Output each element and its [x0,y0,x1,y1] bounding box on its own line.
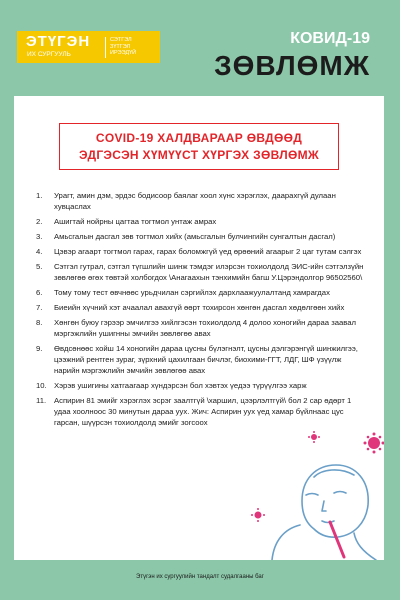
list-item-text: Урагт, амин дэм, эрдэс бодисоор баялаг хоол хүнс хэрэглэх, даарахгүй дулаан хувцаслах [54,191,336,211]
list-item-text: Аспирин 81 эмийг хэрэглэх эсрэг заалтгүй \харшил, цээрлэлтгүй\ бол 2 сар өдөрт 1 удаа хоолноос 30 минутын дараа уух. Жич: Аспирин уух үед хамар бүйлнаас цус гарсан, шүүрсэн тохиолдолд эмийг зогсоох [54,396,352,427]
list-item [36,343,366,376]
list-item-number: 1. [36,191,43,200]
list-item-text: Биеийн хүчний хэт ачаалал авахгүй өөрт тохирсон хөнгөн дасгал хөдөлгөөн хийх [54,303,345,312]
header-subtitle: КОВИД-19 [290,30,370,47]
mouth-line [322,521,334,523]
logo-motto: СЭТГЭЛ ЗҮТГЭЛ ИРЭЭДҮЙ [110,37,137,56]
list-item-number: 5. [36,262,43,271]
virus-icon [251,508,265,522]
list-item [36,302,366,313]
sick-person-illustration [250,429,384,560]
list-item-number: 3. [36,232,43,241]
list-item-number: 7. [36,303,43,312]
list-item-text: Цэвэр агаарт тогтмол гарах, гарах боломжгүй үед өрөөний агаарыг 2 цаг тутам сэлгэх [54,247,362,256]
eye-line [306,494,318,496]
list-item [36,317,366,339]
list-item-text: Өвдсөнөөс хойш 14 хоногийн дараа цусны бүлэгнэлт, цусны дэлгэрэнгүй шинжилгээ, цээжний рентген зураг, зүрхний цахилгаан бичлэг, биохими-ГГТ, ЛДГ, ШФ үзүүлж нарийн мэргэжлийн эмчийн зөвлөгөө авах [54,344,358,375]
list-item [36,216,366,227]
hair-line [314,470,354,477]
advice-card [14,96,384,560]
list-item [36,380,366,391]
card-title-line: COVID-19 ХАЛДВАРААР ӨВДӨӨД [95,131,303,145]
list-item-text: Тому тому тест өвчнөөс урьдчилан сэргийлэх дархлаажуулалтанд хамрагдах [54,288,330,297]
collar-line [354,533,376,560]
list-item [36,287,366,298]
logo-subtitle: ИХ СУРГУУЛЬ [27,51,71,58]
nose-line [322,501,326,511]
list-item-text: Амьсгалын дасгал зөв тогтмол хийх (амьсгалын булчингийн сунгалтын дасгал) [54,232,336,241]
logo-name: ЭТҮГЭН [26,33,91,50]
list-item-text: Хөнгөн буюу гэрээр эмчилгээ хийлгэсэн тохиолдолд 4 долоо хоногийн дараа заавал мэргэжлийн ушигнны эмчийн зөвлөгөө авах [54,318,357,338]
list-item-number: 10. [36,381,47,390]
list-item-number: 9. [36,344,43,353]
eye-line [334,492,346,494]
card-title-line: ЭДГЭСЭН ХҮМҮҮСТ ХҮРГЭХ ЗӨВЛӨМЖ [78,148,320,162]
list-item [36,190,366,212]
list-item [36,246,366,257]
card-title-box [59,123,339,170]
footer-credit: Этүгэн их сургуулийн тандалт судалгааны баг [136,574,264,580]
list-item [36,231,366,242]
virus-icon [308,431,320,443]
shoulder-line [272,525,300,560]
list-item [36,261,366,283]
list-item-number: 2. [36,217,43,226]
advice-list [36,190,366,432]
list-item-text: Хэрэв ушигины хатгаагаар хүндэрсэн бол хэвтэх үедээ түрүүлгээ харж [54,381,307,390]
logo-divider [105,37,106,58]
list-item-number: 11. [36,396,47,405]
list-item [36,395,366,428]
head-outline [302,465,368,537]
list-item-number: 4. [36,247,43,256]
thermometer-icon [330,522,344,557]
list-item-text: Сэтгэл гутрал, сэтгэл түгшлийн шинж тэмдэг илэрсэн тохиолдолд ЭИС-ийн сэтгэлзүйн зөвлөгөө өгөх төвтэй холбогдох \Анагаахын тэнхимийн багш У.Цэрэндолгор 96502560\ [54,262,364,282]
virus-icon [364,433,385,454]
university-logo [17,31,160,63]
list-item-number: 6. [36,288,43,297]
page-title: ЗӨВЛӨМЖ [214,50,370,81]
list-item-text: Ашигтай нойрны цагтаа тогтмол унтаж амрах [54,217,217,226]
list-item-number: 8. [36,318,43,327]
